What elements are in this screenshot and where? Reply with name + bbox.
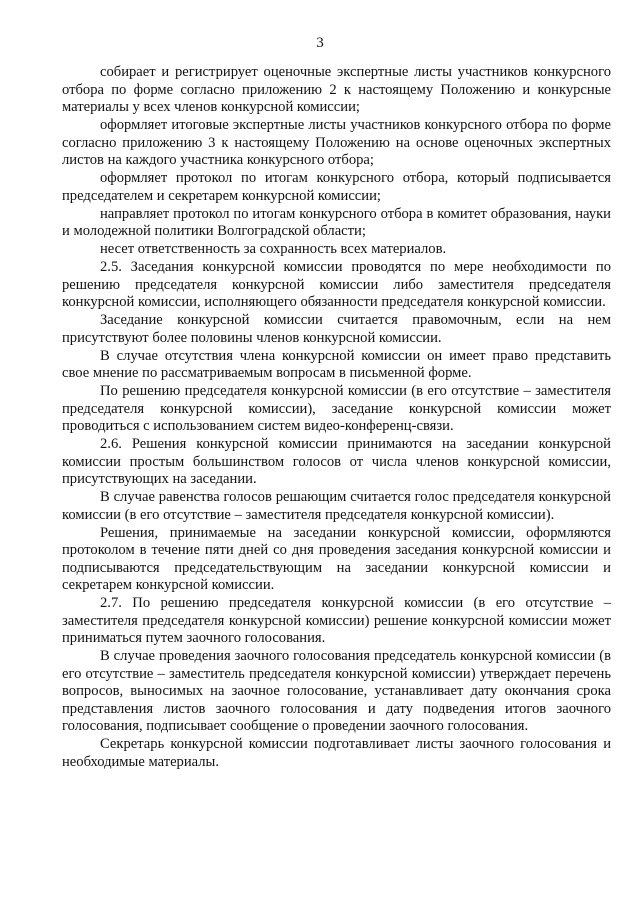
paragraph-2-5: 2.5. Заседания конкурсной комиссии проводятся по мере необходимости по решению председателя конкурсной комиссии либо заместителя председателя конкурсной комиссии, исполняющего обязанности председателя конкурсной комиссии. [62, 259, 611, 310]
paragraph-absence: В случае отсутствия члена конкурсной комиссии он имеет право представить свое мнение по рассматриваемым вопросам в письменной форме. [62, 347, 611, 381]
paragraph-collects-sheets: собирает и регистрирует оценочные экспертные листы участников конкурсного отбора по форме согласно приложению 2 к настоящему Положению и конкурсные материалы у всех членов конкурсной комиссии; [62, 64, 611, 115]
paragraph-2-6: 2.6. Решения конкурсной комиссии принимаются на заседании конкурсной комиссии простым большинством голосов от числа членов конкурсной комиссии, присутствующих на заседании. [62, 436, 611, 487]
paragraph-responsibility: несет ответственность за сохранность всех материалов. [100, 241, 447, 257]
paragraph-secretary-prepares: Секретарь конкурсной комиссии подготавливает листы заочного голосования и необходимые материалы. [62, 736, 611, 770]
document-body [62, 64, 611, 772]
paragraph-absentee-voting: В случае проведения заочного голосования председатель конкурсной комиссии (в его отсутствие – заместитель председателя конкурсной комиссии) утверждает перечень вопросов, выносимых на заочное голосование, устанавливает дату окончания срока представления листов заочного голосования и дату подведения итогов заочного голосования, подписывает сообщение о проведении заочного голосования. [62, 648, 611, 734]
paragraph-decisions-protocol: Решения, принимаемые на заседании конкурсной комиссии, оформляются протоколом в течение пяти дней со дня проведения заседания конкурсной комиссии и подписываются председательствующим на заседании конкурсной комиссии и секретарем конкурсной комиссии. [62, 524, 611, 593]
paragraph-final-sheets: оформляет итоговые экспертные листы участников конкурсного отбора по форме согласно приложению 3 к настоящему Положению на основе оценочных экспертных листов на каждого участника конкурсного отбора; [62, 117, 611, 168]
paragraph-video-conference: По решению председателя конкурсной комиссии (в его отсутствие – заместителя председателя конкурсной комиссии), заседание конкурсной комиссии может проводиться с использованием систем видео-конференц-связи. [62, 383, 611, 434]
paragraph-quorum: Заседание конкурсной комиссии считается правомочным, если на нем присутствуют более половины членов конкурсной комиссии. [62, 312, 611, 346]
page-number: 3 [316, 35, 324, 51]
paragraph-2-7: 2.7. По решению председателя конкурсной комиссии (в его отсутствие – заместителя председателя конкурсной комиссии) решение конкурсной комиссии может приниматься путем заочного голосования. [62, 595, 611, 646]
paragraph-protocol: оформляет протокол по итогам конкурсного отбора, который подписывается председателем и секретарем конкурсной комиссии; [62, 170, 611, 204]
paragraph-tie-vote: В случае равенства голосов решающим считается голос председателя конкурсной комиссии (в его отсутствие – заместителя председателя конкурсной комиссии). [62, 489, 611, 523]
paragraph-sends-protocol: направляет протокол по итогам конкурсного отбора в комитет образования, науки и молодежной политики Волгоградской области; [62, 205, 611, 239]
